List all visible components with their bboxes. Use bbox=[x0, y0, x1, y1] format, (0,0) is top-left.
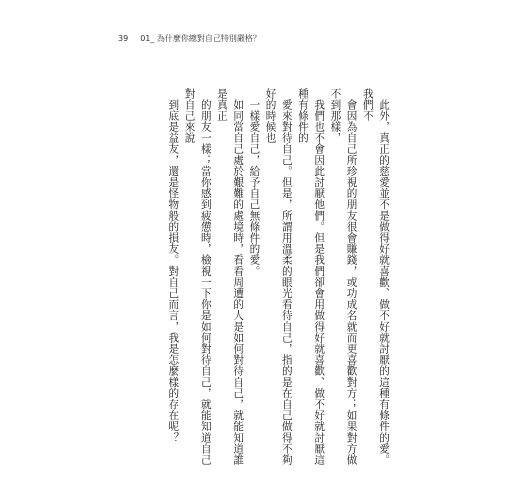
text-line: 到底是益友，還是怪物般的損友。對自己而言，我是怎麼樣的存在呢？ bbox=[167, 98, 180, 443]
text-line: 會因為自己所珍視的朋友很會賺錢，或功成名就而更喜歡對方；如果對方做不到那樣， bbox=[329, 88, 358, 465]
text-line: 我們也不會因此討厭他們。但是我們卻會用做得好就喜歡、做不好就討厭這種有條件的 bbox=[296, 88, 326, 465]
text-line: 此外，真正的慈愛並不是做得好就喜歡、做不好就討厭的這種有條件的愛。我們不 bbox=[361, 88, 390, 465]
running-header bbox=[118, 33, 261, 44]
paragraph bbox=[246, 88, 392, 468]
paragraph bbox=[165, 88, 246, 468]
text-line: 愛來對待自己。但是，所謂用溫柔的眼光看待自己，指的是在自己做得不夠好的時候也 bbox=[264, 88, 293, 465]
text-line: 一樣愛自己，給予自己無條件的愛。 bbox=[248, 98, 261, 277]
text-line: 的朋友一樣；當你感到疲憊時，檢視一下你是如何對待自己，就能知道自己對自己來說 bbox=[183, 88, 212, 465]
page-number: 39 bbox=[118, 34, 129, 43]
text-line: 如同當自己處於艱難的處境時，看看周遭的人是如何對待自己，就能知道誰是真正 bbox=[215, 88, 245, 465]
body-text bbox=[167, 88, 392, 468]
chapter-title: 01_ 為什麼你總對自己特別嚴格？ bbox=[140, 34, 261, 43]
